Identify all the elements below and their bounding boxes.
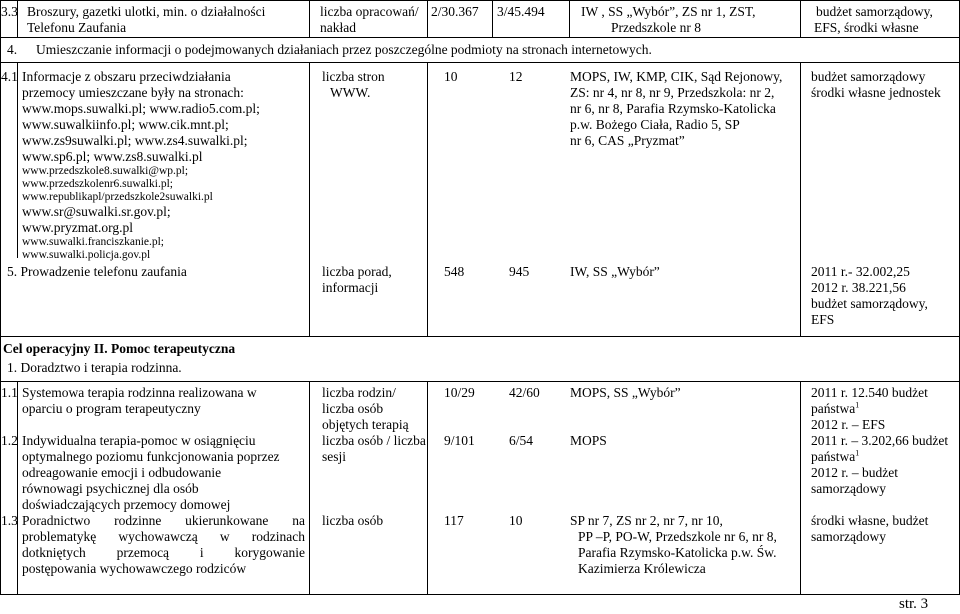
funding: samorządowy	[811, 529, 886, 544]
footnote-marker: 1	[855, 448, 860, 458]
indicator: liczba stron	[322, 69, 385, 84]
rule	[17, 381, 18, 594]
task-description: optymalnego poziomu funkcjonowania poprzez	[22, 449, 280, 464]
partners: MOPS	[570, 433, 607, 448]
value-2012: 10	[509, 513, 523, 528]
rule	[17, 62, 18, 258]
funding: środki własne, budżet	[811, 513, 929, 528]
task-description: oparciu o program terapeutyczny	[22, 401, 201, 416]
goal-subtitle: 1. Doradztwo i terapia rodzinna.	[7, 360, 182, 375]
value-2011: 2/30.367	[431, 4, 479, 19]
task-description: Informacje z obszaru przeciwdziałania	[22, 69, 231, 84]
funding: samorządowy	[811, 481, 886, 496]
task-description: postępowania wychowawczego rodziców	[22, 561, 247, 576]
rule	[569, 0, 570, 37]
indicator: liczba porad,	[322, 264, 392, 279]
indicator: liczba rodzin/	[322, 385, 396, 400]
rule	[0, 336, 960, 337]
partners: MOPS, SS „Wybór”	[570, 385, 681, 400]
partners: IW, SS „Wybór”	[570, 264, 660, 279]
funding: EFS	[811, 312, 835, 327]
footnote-marker: 1	[855, 400, 860, 410]
rule	[0, 381, 1, 594]
task-description: odreagowanie emocji i odbudowanie	[22, 465, 222, 480]
indicator: liczba osób	[322, 401, 384, 416]
funding: 2012 r. 38.221,56	[811, 280, 906, 295]
partners: PP –P, PO-W, Przedszkole nr 6, nr 8,	[578, 529, 777, 544]
partners: IW , SS „Wybór”, ZS nr 1, ZST,	[581, 4, 756, 19]
funding-text: państwa	[811, 401, 856, 416]
funding	[811, 449, 859, 465]
rule	[427, 0, 428, 37]
value-2011: 9/101	[444, 433, 475, 448]
rule	[0, 37, 1, 62]
funding: EFS, środki własne	[814, 20, 919, 35]
funding: 2012 r. – budżet	[811, 465, 898, 480]
indicator: liczba opracowań/	[320, 4, 419, 19]
task-description: Telefonu Zaufania	[27, 20, 127, 35]
website-link: www.zs9suwalki.pl; www.zs4.suwalki.pl;	[22, 133, 248, 148]
rule	[0, 381, 960, 382]
task-description: doświadczających przemocy domowej	[22, 497, 231, 512]
partners: Przedszkole nr 8	[611, 20, 701, 35]
funding: budżet samorządowy,	[816, 4, 933, 19]
partners: nr 6, nr 8, Parafia Rzymsko-Katolicka	[570, 101, 776, 116]
website-link: www.suwalki.policja.gov.pl	[22, 249, 151, 261]
funding	[811, 401, 859, 417]
indicator: nakład	[320, 20, 356, 35]
value-2011: 10/29	[444, 385, 475, 400]
rule	[0, 62, 960, 63]
rule	[427, 381, 428, 594]
indicator: liczba osób	[322, 513, 384, 528]
partners: MOPS, IW, KMP, CIK, Sąd Rejonowy,	[570, 69, 783, 84]
row-number: 4.1	[1, 69, 18, 84]
website-link: www.przedszkolenr6.suwalki.pl;	[22, 178, 173, 190]
indicator: WWW.	[330, 85, 371, 100]
partners: p.w. Bożego Ciała, Radio 5, SP	[570, 117, 740, 132]
rule	[800, 381, 801, 594]
partners: nr 6, CAS „Pryzmat”	[570, 133, 685, 148]
rule	[800, 0, 801, 37]
website-link: www.republikapl/przedszkole2suwalki.pl	[22, 191, 213, 203]
task-description: Indywidualna terapia-pomoc w osiągnięciu	[22, 433, 256, 448]
row-number: 3.3	[1, 4, 18, 19]
rule	[309, 62, 310, 336]
website-link: www.suwalki.franciszkanie.pl;	[22, 236, 165, 248]
partners: SP nr 7, ZS nr 2, nr 7, nr 10,	[570, 513, 723, 528]
value-2012: 945	[509, 264, 530, 279]
value-2012: 3/45.494	[497, 4, 545, 19]
task-description: przemocy umieszczane były na stronach:	[22, 85, 244, 100]
rule	[0, 594, 960, 595]
funding: 2011 r. – 3.202,66 budżet	[811, 433, 949, 448]
rule	[800, 62, 801, 336]
rule	[309, 0, 310, 37]
task-description: dotkniętych przemocą i korygowanie	[22, 545, 305, 560]
website-link: www.mops.suwalki.pl; www.radio5.com.pl;	[22, 101, 260, 116]
value-2012: 42/60	[509, 385, 540, 400]
rule	[492, 0, 493, 37]
page-number: str. 3	[899, 596, 929, 612]
row-number: 1.2	[1, 433, 18, 448]
section-title: Umieszczanie informacji o podejmowanych działaniach przez poszczególne podmioty na stronach internetowych.	[36, 42, 652, 57]
website-link: www.suwalkiinfo.pl; www.cik.mnt.pl;	[22, 117, 229, 132]
partners: ZS: nr 4, nr 8, nr 9, Przedszkola: nr 2,	[570, 85, 775, 100]
partners: Kazimierza Królewicza	[578, 561, 706, 576]
website-link: www.sr@suwalki.sr.gov.pl;	[22, 204, 171, 219]
website-link: www.pryzmat.org.pl	[22, 220, 133, 235]
rule	[309, 381, 310, 594]
task-description: Broszury, gazetki ulotki, min. o działalności	[27, 4, 266, 19]
funding: środki własne jednostek	[811, 85, 941, 100]
indicator: sesji	[322, 449, 347, 464]
rule	[427, 62, 428, 336]
indicator: informacji	[322, 280, 379, 295]
task-description: równowagi psychicznej dla osób	[22, 481, 199, 496]
row-number: 1.3	[1, 513, 18, 528]
indicator: objętych terapią	[322, 417, 409, 432]
value-2012: 12	[509, 69, 523, 84]
partners: Parafia Rzymsko-Katolicka p.w. Św.	[578, 545, 777, 560]
funding: budżet samorządowy,	[811, 296, 928, 311]
rule	[0, 336, 1, 381]
task-description: Systemowa terapia rodzinna realizowana w	[22, 385, 257, 400]
task-description: 5. Prowadzenie telefonu zaufania	[7, 264, 187, 279]
rule	[0, 0, 960, 1]
website-link: www.przedszkole8.suwalki@wp.pl;	[22, 165, 189, 177]
value-2011: 10	[444, 69, 458, 84]
goal-title: Cel operacyjny II. Pomoc terapeutyczna	[3, 341, 236, 356]
funding: 2011 r. 12.540 budżet	[811, 385, 928, 400]
value-2011: 117	[444, 513, 464, 528]
task-description: Poradnictwo rodzinne ukierunkowane na	[22, 513, 305, 528]
funding: budżet samorządowy	[811, 69, 926, 84]
value-2011: 548	[444, 264, 465, 279]
funding-text: państwa	[811, 449, 856, 464]
value-2012: 6/54	[509, 433, 534, 448]
rule	[0, 62, 1, 336]
section-number: 4.	[7, 42, 18, 57]
rule	[0, 37, 960, 38]
funding: 2011 r.- 32.002,25	[811, 264, 910, 279]
row-number: 1.1	[1, 385, 18, 400]
funding: 2012 r. – EFS	[811, 417, 886, 432]
task-description: problematykę wychowawczą w rodzinach	[22, 529, 305, 544]
indicator: liczba osób / liczba	[322, 433, 426, 448]
website-link: www.sp6.pl; www.zs8.suwalki.pl	[22, 149, 203, 164]
